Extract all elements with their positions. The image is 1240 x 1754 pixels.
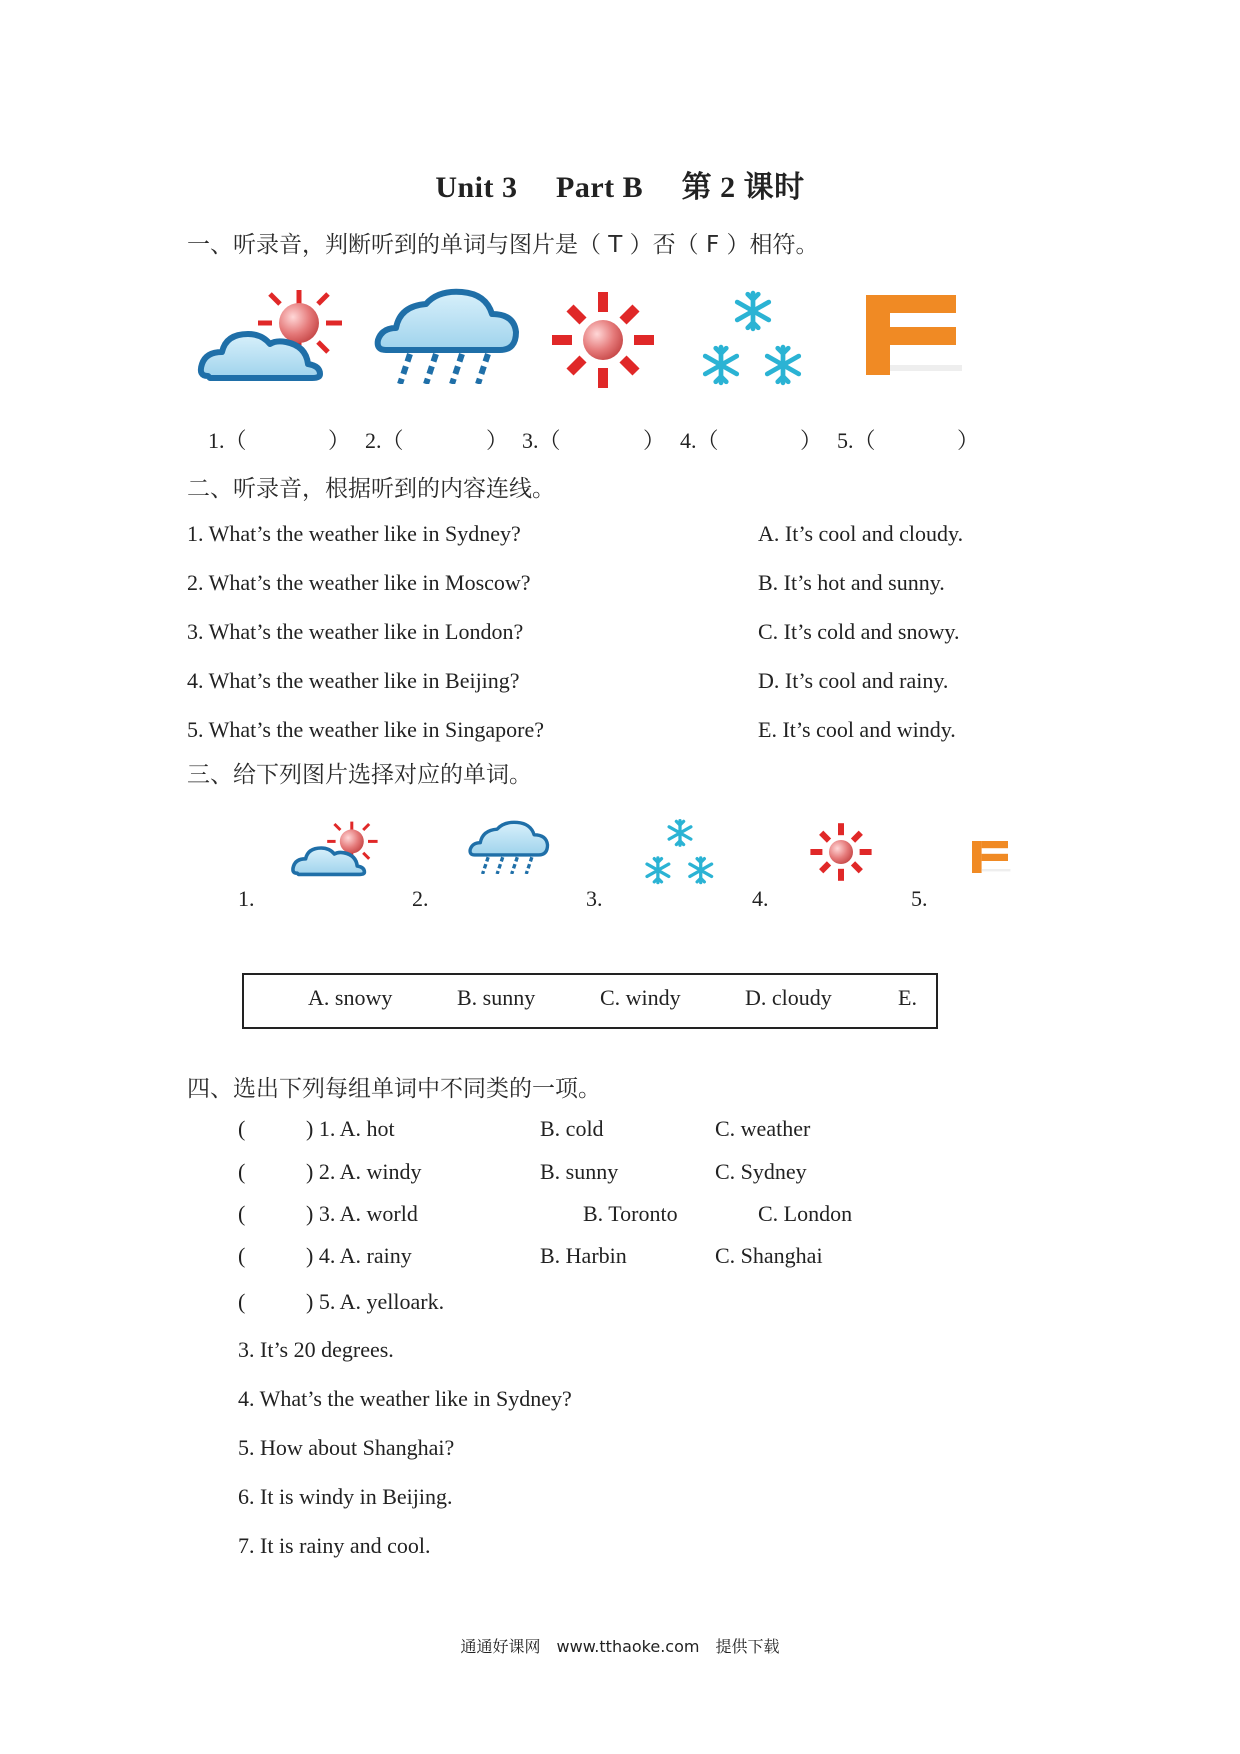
answer-2-close: ） [486, 428, 509, 453]
odd-one-item-3-b: B. Toronto [583, 1201, 678, 1226]
odd-one-item-4-b: B. Harbin [540, 1243, 627, 1268]
word-option-d: D. cloudy [745, 985, 832, 1010]
match-question-5: 5. What’s the weather like in Singapore? [187, 717, 544, 742]
answer-3-close: ） [643, 428, 666, 453]
odd-one-item-3-a: ) 3. A. world [306, 1201, 418, 1226]
word-option-e: E. [898, 985, 917, 1010]
sentence-line-6: 6. It is windy in Beijing. [238, 1484, 453, 1509]
answer-5-close: ） [957, 428, 980, 453]
odd-one-item-1-a: ) 1. A. hot [306, 1116, 395, 1141]
flag-icon [972, 830, 1012, 888]
match-question-1: 1. What’s the weather like in Sydney? [187, 521, 521, 546]
answer-1-open: 1.（ [208, 428, 247, 453]
rain-cloud-icon [374, 284, 524, 384]
odd-one-paren-1: ( [238, 1116, 246, 1141]
section-1-heading: 一、听录音，判断听到的单词与图片是（ T ）否（ F ）相符。 [187, 232, 819, 258]
answer-2-open: 2.（ [365, 428, 404, 453]
match-question-2: 2. What’s the weather like in Moscow? [187, 570, 531, 595]
match-answer-d: D. It’s cool and rainy. [758, 668, 949, 693]
answer-5-open: 5.（ [837, 428, 876, 453]
section-3-heading: 三、给下列图片选择对应的单词。 [187, 762, 532, 788]
match-answer-e: E. It’s cool and windy. [758, 717, 956, 742]
odd-one-item-4-a: ) 4. A. rainy [306, 1243, 412, 1268]
snowflakes-icon [642, 818, 718, 888]
word-option-b: B. sunny [457, 985, 536, 1010]
odd-one-item-1-b: B. cold [540, 1116, 604, 1141]
sentence-line-3: 3. It’s 20 degrees. [238, 1337, 394, 1362]
section-4-heading: 四、选出下列每组单词中不同类的一项。 [187, 1076, 601, 1102]
odd-one-paren-5: ( [238, 1289, 246, 1314]
odd-one-paren-4: ( [238, 1243, 246, 1268]
match-question-3: 3. What’s the weather like in London? [187, 619, 524, 644]
footer-watermark: 通通好课网 www.tthaoke.com 提供下载 [460, 1637, 780, 1656]
answer-4-close: ） [800, 428, 823, 453]
picture-number-5: 5. [911, 886, 928, 911]
match-question-4: 4. What’s the weather like in Beijing? [187, 668, 520, 693]
cloudy-sun-icon [290, 818, 380, 878]
picture-number-2: 2. [412, 886, 429, 911]
picture-number-1: 1. [238, 886, 255, 911]
section-2-heading: 二、听录音，根据听到的内容连线。 [187, 476, 555, 502]
sun-icon [548, 290, 658, 390]
rain-cloud-icon [468, 818, 552, 874]
snowflakes-icon [698, 290, 808, 390]
odd-one-paren-2: ( [238, 1159, 246, 1184]
answer-4-open: 4.（ [680, 428, 719, 453]
picture-number-4: 4. [752, 886, 769, 911]
flag-icon [866, 295, 966, 385]
sun-icon [808, 822, 874, 882]
match-answer-c: C. It’s cold and snowy. [758, 619, 960, 644]
sentence-line-7: 7. It is rainy and cool. [238, 1533, 431, 1558]
page-title: Unit 3 Part B 第 2 课时 [435, 171, 805, 204]
sentence-line-5: 5. How about Shanghai? [238, 1435, 455, 1460]
odd-one-item-1-c: C. weather [715, 1116, 811, 1141]
word-option-c: C. windy [600, 985, 681, 1010]
answer-3-open: 3.（ [522, 428, 561, 453]
odd-one-item-4-c: C. Shanghai [715, 1243, 823, 1268]
word-option-a: A. snowy [308, 985, 393, 1010]
odd-one-item-5-a: ) 5. A. yelloark. [306, 1289, 445, 1314]
match-answer-a: A. It’s cool and cloudy. [758, 521, 964, 546]
odd-one-item-2-a: ) 2. A. windy [306, 1159, 422, 1184]
sentence-line-4: 4. What’s the weather like in Sydney? [238, 1386, 572, 1411]
odd-one-item-2-c: C. Sydney [715, 1159, 807, 1184]
odd-one-item-2-b: B. sunny [540, 1159, 619, 1184]
odd-one-paren-3: ( [238, 1201, 246, 1226]
picture-number-3: 3. [586, 886, 603, 911]
odd-one-item-3-c: C. London [758, 1201, 853, 1226]
cloudy-sun-icon [196, 284, 346, 384]
answer-1-close: ） [328, 428, 351, 453]
match-answer-b: B. It’s hot and sunny. [758, 570, 945, 595]
